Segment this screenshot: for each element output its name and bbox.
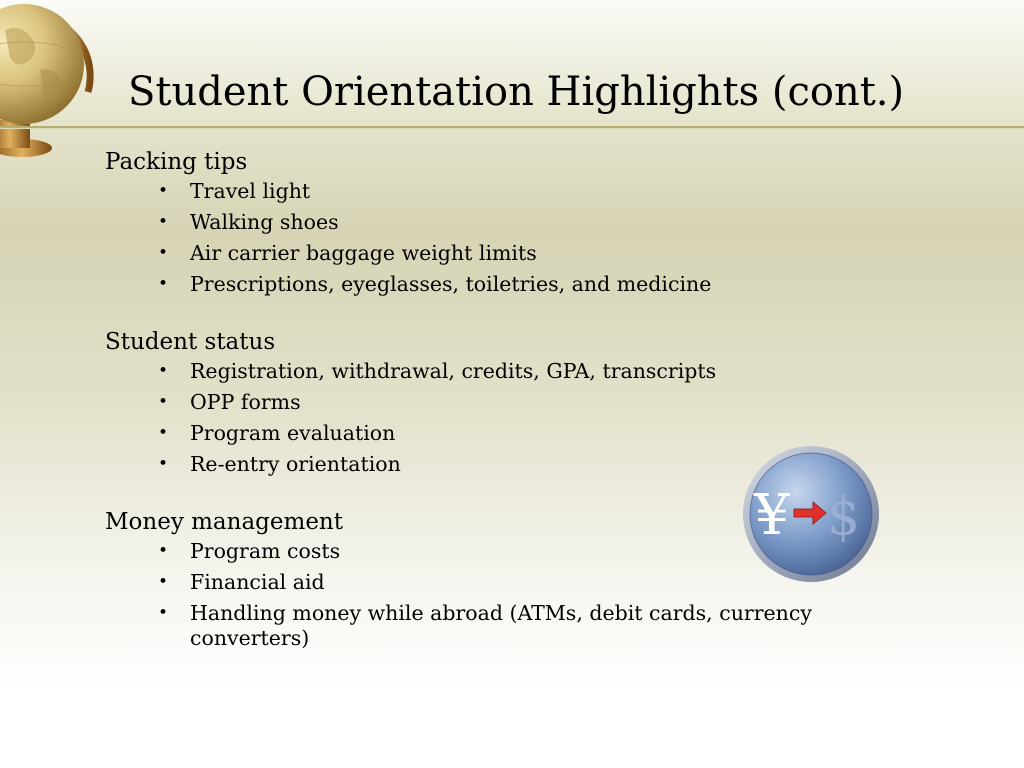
bullet-list <box>105 179 965 297</box>
list-item <box>105 210 920 235</box>
currency-exchange-icon <box>741 444 881 584</box>
list-item-text: Travel light <box>190 179 311 203</box>
list-item-text: Registration, withdrawal, credits, GPA, transcripts <box>190 359 717 383</box>
list-item <box>105 241 920 266</box>
bullet-icon: • <box>158 454 169 474</box>
bullet-icon: • <box>158 361 169 381</box>
bullet-icon: • <box>158 212 169 232</box>
title-divider <box>0 126 1024 128</box>
bullet-icon: • <box>158 423 169 443</box>
section-title: Money management <box>105 509 343 535</box>
bullet-icon: • <box>158 541 169 561</box>
yen-symbol: ¥ <box>754 483 790 548</box>
list-item-text: OPP forms <box>190 390 301 414</box>
list-item-text: Air carrier baggage weight limits <box>190 241 537 265</box>
list-item-text: Prescriptions, eyeglasses, toiletries, and medicine <box>190 272 712 296</box>
list-item <box>105 179 920 204</box>
list-item-text: Handling money while abroad (ATMs, debit cards, currency converters) <box>190 601 812 650</box>
list-item-text: Financial aid <box>190 570 325 594</box>
list-item-text: Re-entry orientation <box>190 452 401 476</box>
slide-title: Student Orientation Highlights (cont.) <box>128 69 905 115</box>
list-item-text: Walking shoes <box>190 210 339 234</box>
bullet-icon: • <box>158 392 169 412</box>
list-item <box>105 421 920 446</box>
section-title: Student status <box>105 329 276 355</box>
section-title: Packing tips <box>105 149 248 175</box>
slide-body <box>105 148 965 682</box>
list-item <box>105 272 920 297</box>
list-item-text: Program evaluation <box>190 421 396 445</box>
globe-icon <box>0 0 100 170</box>
bullet-icon: • <box>158 274 169 294</box>
bullet-icon: • <box>158 181 169 201</box>
dollar-symbol: $ <box>827 487 861 547</box>
bullet-icon: • <box>158 243 169 263</box>
list-item <box>105 359 920 384</box>
list-item-text: Program costs <box>190 539 341 563</box>
list-item <box>105 390 920 415</box>
bullet-icon: • <box>158 603 169 623</box>
list-item <box>105 601 920 651</box>
section-packing-tips <box>105 148 965 297</box>
bullet-icon: • <box>158 572 169 592</box>
